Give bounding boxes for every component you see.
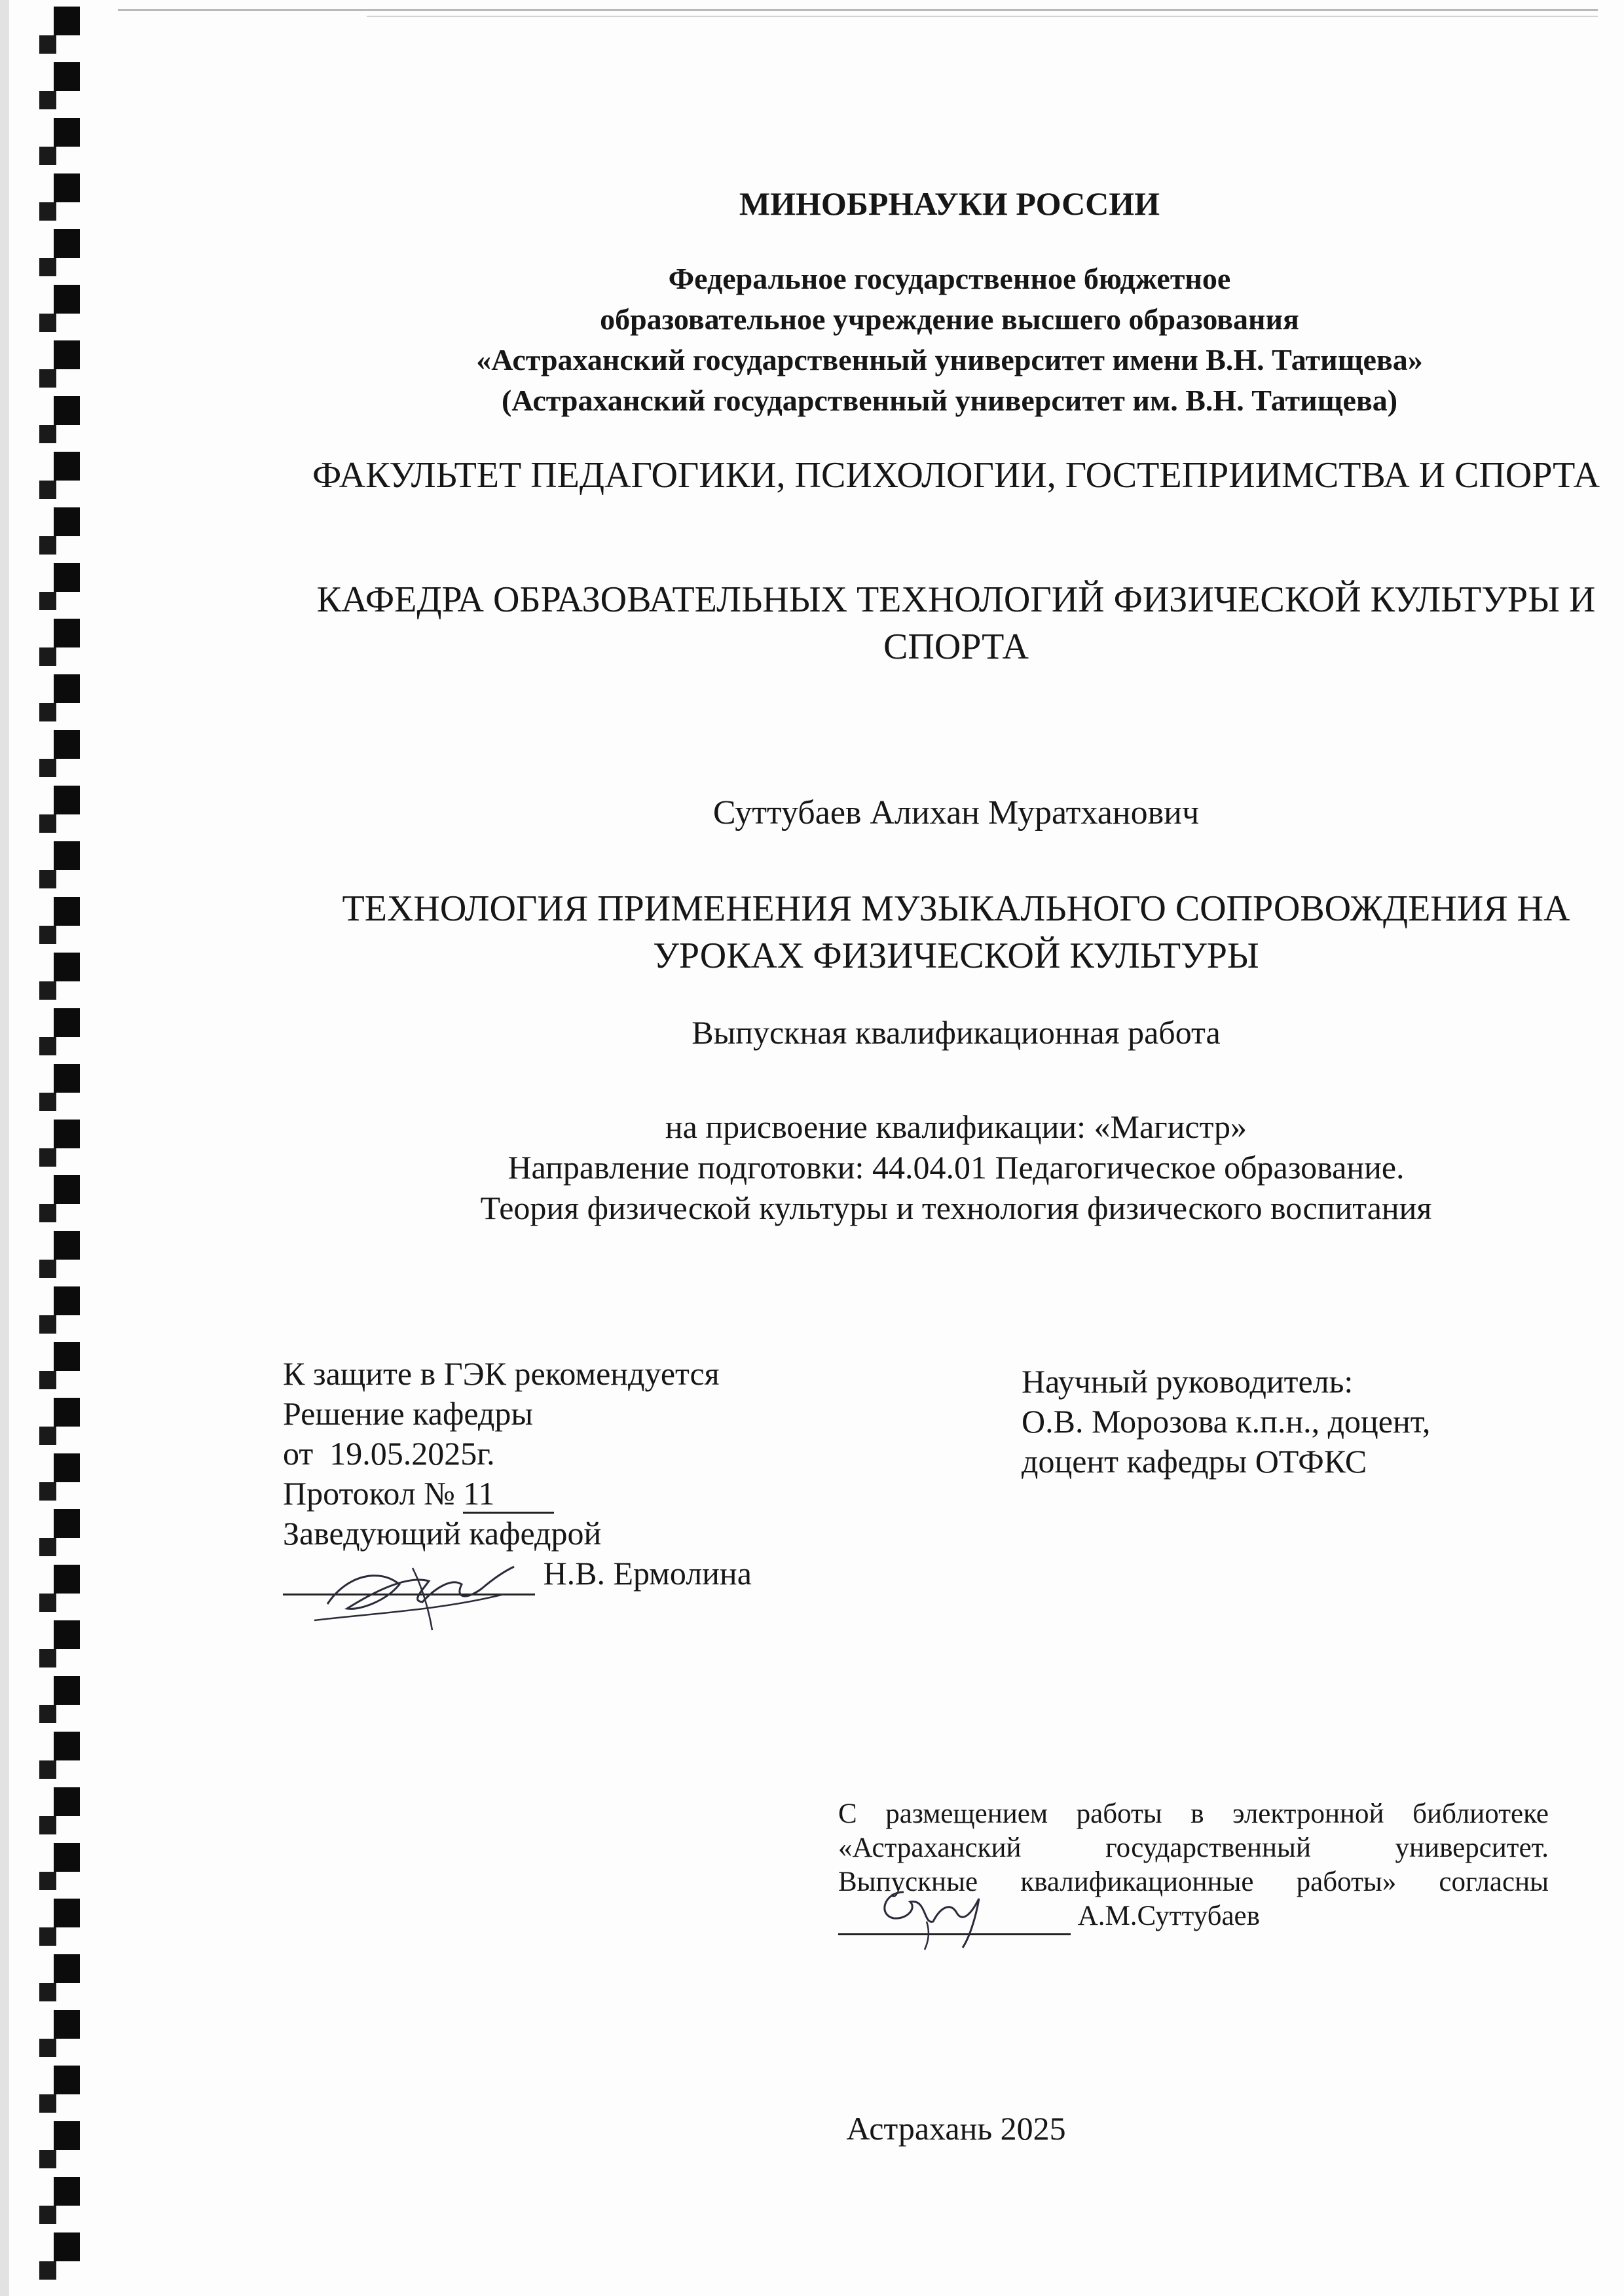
institution-name — [327, 259, 1572, 421]
defense-line-2: Решение кафедры — [283, 1395, 533, 1432]
binding-shadow — [39, 369, 56, 388]
work-type: Выпускная квалификационная работа — [692, 1014, 1221, 1051]
author-name: Суттубаев Алихан Муратханович — [712, 794, 1200, 831]
binding-shadow — [39, 703, 56, 721]
binding-shadow — [39, 1260, 56, 1278]
binding-hole — [54, 897, 80, 926]
faculty-name: ФАКУЛЬТЕТ ПЕДАГОГИКИ, ПСИХОЛОГИИ, ГОСТЕПРИИМСТВА И СПОРТА — [312, 455, 1600, 496]
binding-shadow — [39, 870, 56, 888]
binding-hole — [54, 1175, 80, 1204]
binding-shadow — [39, 1093, 56, 1111]
binding-hole — [54, 1843, 80, 1872]
defense-date-prefix: от — [283, 1435, 314, 1472]
library-line-1: С размещением работы в электронной библиотеке — [838, 1798, 1549, 1829]
student-signature-graphic — [864, 1872, 1022, 1951]
binding-hole — [54, 2066, 80, 2094]
binding-shadow — [39, 759, 56, 777]
student-name: А.М.Суттубаев — [1077, 1901, 1260, 1931]
binding-hole — [54, 396, 80, 425]
supervisor-label: Научный руководитель: — [1022, 1363, 1354, 1400]
head-signature-graphic — [308, 1548, 524, 1633]
defense-date: 19.05.2025г. — [329, 1435, 495, 1472]
defense-date-line — [283, 1434, 752, 1474]
institution-line-3: «Астраханский государственный университет имени В.Н. Татищева» — [476, 343, 1423, 376]
binding-hole — [54, 1620, 80, 1649]
institution-line-2: образовательное учреждение высшего образования — [600, 302, 1299, 336]
binding-shadow — [39, 1927, 56, 1946]
binding-hole — [54, 1120, 80, 1148]
binding-shadow — [39, 1482, 56, 1501]
binding-hole — [54, 2121, 80, 2150]
binding-shadow — [39, 1037, 56, 1055]
thesis-title: ТЕХНОЛОГИЯ ПРИМЕНЕНИЯ МУЗЫКАЛЬНОГО СОПРОВОЖДЕНИЯ НА УРОКАХ ФИЗИЧЕСКОЙ КУЛЬТУРЫ — [342, 888, 1570, 976]
binding-shadow — [39, 1983, 56, 2001]
page-edge — [0, 0, 9, 2296]
binding-shadow — [39, 814, 56, 833]
protocol-label: Протокол № — [283, 1475, 455, 1512]
binding-hole — [54, 2177, 80, 2206]
binding-holes — [0, 0, 131, 2296]
binding-hole — [54, 118, 80, 147]
protocol-number: 11 — [463, 1475, 553, 1514]
binding-shadow — [39, 1705, 56, 1723]
binding-hole — [54, 619, 80, 647]
binding-shadow — [39, 1204, 56, 1222]
institution-line-1: Федеральное государственное бюджетное — [668, 262, 1231, 295]
binding-hole — [54, 1008, 80, 1037]
binding-hole — [54, 1954, 80, 1983]
binding-shadow — [39, 1148, 56, 1167]
profile-line: Теория физической культуры и технология физического воспитания — [480, 1190, 1432, 1226]
scan-edge-line — [118, 9, 1598, 11]
binding-shadow — [39, 91, 56, 109]
city-year: Астрахань 2025 — [846, 2110, 1066, 2147]
qualification-line: на присвоение квалификации: «Магистр» — [665, 1108, 1247, 1145]
binding-shadow — [39, 1649, 56, 1667]
binding-shadow — [39, 1427, 56, 1445]
binding-hole — [54, 1787, 80, 1816]
qualification-block — [282, 1106, 1624, 1228]
direction-line: Направление подготовки: 44.04.01 Педагогическое образование. — [507, 1149, 1405, 1186]
binding-hole — [54, 2010, 80, 2039]
binding-hole — [54, 1342, 80, 1371]
department-name: КАФЕДРА ОБРАЗОВАТЕЛЬНЫХ ТЕХНОЛОГИЙ ФИЗИЧЕСКОЙ КУЛЬТУРЫ И СПОРТА — [316, 579, 1596, 667]
binding-hole — [54, 507, 80, 536]
binding-hole — [54, 62, 80, 91]
binding-hole — [54, 786, 80, 814]
head-name: Н.В. Ермолина — [543, 1555, 752, 1592]
binding-shadow — [39, 2150, 56, 2168]
scan-edge-line-secondary — [367, 16, 1598, 17]
binding-shadow — [39, 1760, 56, 1779]
library-line-2: «Астраханский государственный университет. — [838, 1832, 1549, 1863]
binding-shadow — [39, 147, 56, 165]
institution-line-4: (Астраханский государственный университет им. В.Н. Татищева) — [501, 384, 1398, 417]
binding-hole — [54, 229, 80, 258]
binding-shadow — [39, 35, 56, 54]
binding-hole — [54, 1231, 80, 1260]
binding-hole — [54, 1453, 80, 1482]
defense-line-1: К защите в ГЭК рекомендуется — [283, 1355, 720, 1392]
binding-hole — [54, 1732, 80, 1760]
binding-shadow — [39, 1538, 56, 1556]
binding-hole — [54, 1286, 80, 1315]
library-line-3: Выпускные квалификационные работы» согласны — [838, 1867, 1549, 1897]
supervisor-position: доцент кафедры ОТФКС — [1022, 1443, 1367, 1480]
protocol-line — [283, 1474, 752, 1514]
binding-hole — [54, 1899, 80, 1927]
binding-hole — [54, 285, 80, 314]
binding-shadow — [39, 2039, 56, 2057]
binding-hole — [54, 841, 80, 870]
binding-shadow — [39, 1371, 56, 1389]
binding-hole — [54, 1398, 80, 1427]
binding-shadow — [39, 2094, 56, 2113]
binding-shadow — [39, 1315, 56, 1334]
binding-shadow — [39, 314, 56, 332]
binding-hole — [54, 953, 80, 981]
binding-hole — [54, 674, 80, 703]
binding-shadow — [39, 481, 56, 499]
binding-hole — [54, 452, 80, 481]
binding-hole — [54, 1676, 80, 1705]
head-label: Заведующий кафедрой — [283, 1515, 602, 1552]
supervisor-block — [1022, 1362, 1430, 1482]
binding-shadow — [39, 2206, 56, 2224]
binding-shadow — [39, 258, 56, 276]
binding-shadow — [39, 926, 56, 944]
binding-hole — [54, 1565, 80, 1594]
binding-shadow — [39, 2261, 56, 2280]
binding-shadow — [39, 536, 56, 555]
binding-shadow — [39, 425, 56, 443]
binding-hole — [54, 2232, 80, 2261]
ministry-heading: МИНОБРНАУКИ РОССИИ — [739, 185, 1160, 222]
binding-shadow — [39, 1872, 56, 1890]
binding-hole — [54, 340, 80, 369]
binding-hole — [54, 7, 80, 35]
binding-hole — [54, 1509, 80, 1538]
supervisor-name: О.В. Морозова к.п.н., доцент, — [1022, 1403, 1431, 1440]
binding-shadow — [39, 647, 56, 666]
binding-shadow — [39, 592, 56, 610]
binding-shadow — [39, 981, 56, 1000]
binding-shadow — [39, 1816, 56, 1834]
binding-shadow — [39, 1594, 56, 1612]
binding-hole — [54, 563, 80, 592]
binding-hole — [54, 730, 80, 759]
binding-hole — [54, 1064, 80, 1093]
